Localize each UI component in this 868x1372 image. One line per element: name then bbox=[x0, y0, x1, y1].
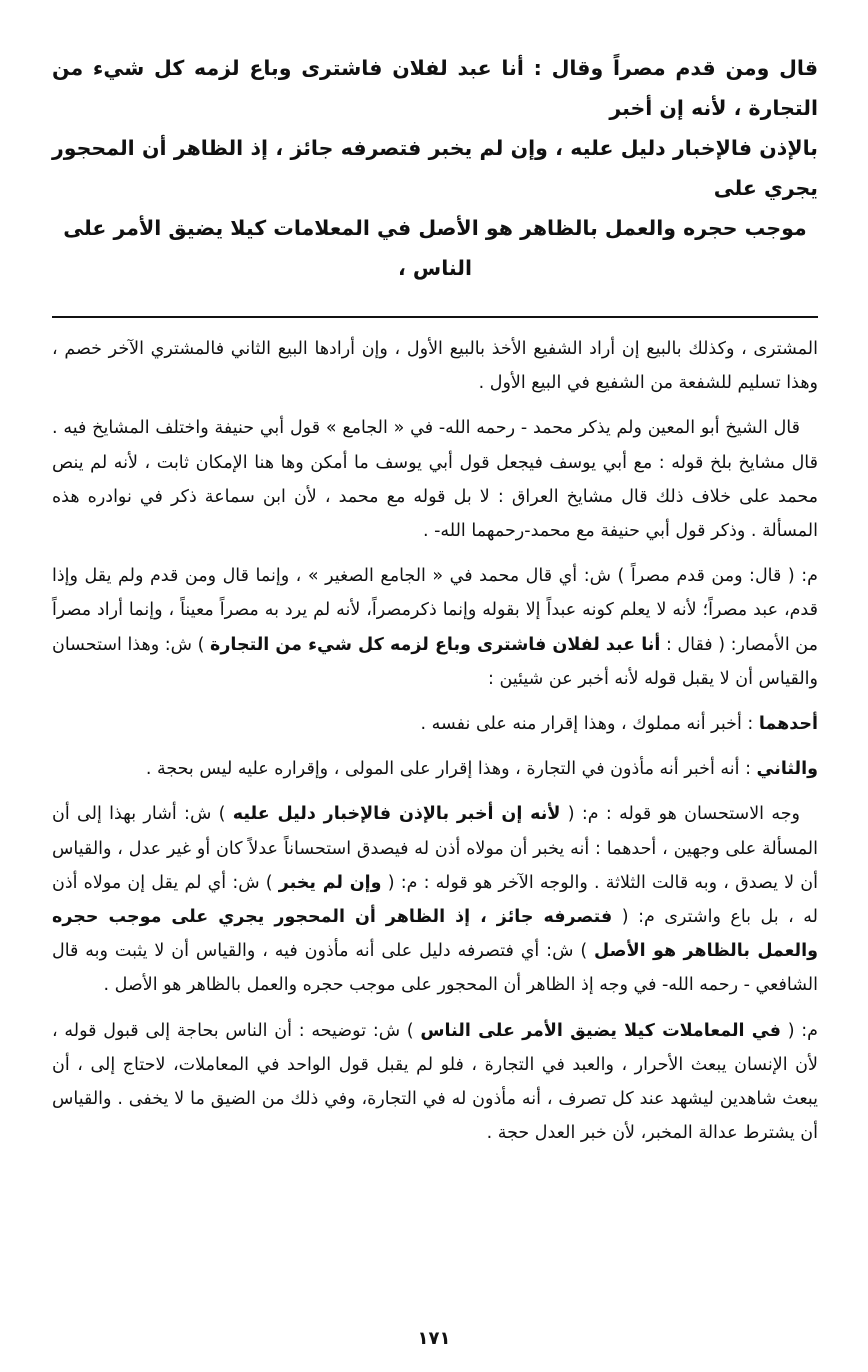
commentary-text: ) ش: توضيحه : أن الناس بحاجة إلى قبول قوله ، لأن الإنسان يبعث الأحرار ، والعبد في التجارة ، فلو لم يقبل قول الواحد في المعاملات، لاحتاج إلى ، أن يبعث شاهدين ليشهد عند كل تصرف ، أنه مأذون له في التجارة، وفي ذلك من الضيق ما لا يخفى . والقياس أن يشترط عدالة المخبر، لأن خبر العدل حجة . bbox=[52, 1020, 818, 1144]
main-text-line-2: بالإذن فالإخبار دليل عليه ، وإن لم يخبر فتصرفه جائز ، إذ الظاهر أن المحجور يجري على bbox=[52, 136, 818, 200]
quoted-matn: وإن لم يخبر bbox=[278, 872, 382, 893]
quoted-matn: أنا عبد لفلان فاشترى وباع لزمه كل شيء من التجارة bbox=[210, 634, 661, 655]
commentary-text: ) ش: أي فتصرفه دليل على أنه مأذون فيه ، والقياس أن لا يثبت وبه قال الشافعي - رحمه الله- في وجه إذ الظاهر أن المحجور على موجب حجره والعمل بالظاهر هو الأصل . bbox=[52, 941, 818, 996]
main-text-block bbox=[52, 48, 818, 288]
commentary-paragraph-6 bbox=[52, 797, 818, 1002]
commentary-text: وجه الاستحسان هو قوله : م: ( bbox=[560, 804, 801, 825]
quoted-matn: لأنه إن أخبر بالإذن فالإخبار دليل عليه bbox=[232, 804, 561, 825]
commentary-text: المشترى ، وكذلك بالبيع إن أراد الشفيع الأخذ بالبيع الأول ، وإن أرادها البيع الثاني فالمشتري الآخر خصم ، وهذا تسليم للشفعة من الشفيع في البيع الأول . bbox=[52, 339, 818, 394]
commentary-paragraph-1 bbox=[52, 332, 818, 400]
commentary-text: م: ( قال: ومن قدم مصراً ) ش: أي قال محمد في « الجامع الصغير » ، وإنما قال ومن قدم ولم يقل وإذا قدم، عبد مصراً؛ لأنه لا يعلم كونه عبداً إلا بقوله وإنما ذكرمصراً، لأنه لم يرد به مصراً معيناً ، وإنما أراد مصراً من الأمصار: ( فقال : bbox=[52, 566, 818, 655]
commentary-paragraph-3 bbox=[52, 559, 818, 696]
commentary-paragraph-4 bbox=[52, 707, 818, 741]
commentary-text: : أخبر أنه مملوك ، وهذا إقرار منه على نفسه . bbox=[420, 714, 759, 735]
quoted-matn: فتصرفه جائز ، إذ الظاهر أن المحجور يجري على موجب حجره والعمل بالظاهر هو الأصل bbox=[52, 907, 818, 962]
commentary-text: : أنه أخبر أنه مأذون في التجارة ، وهذا إقرار على المولى ، وإقراره عليه ليس بحجة . bbox=[145, 759, 757, 780]
commentary-text: ) ش: أي لم يقل إن مولاه أذن له ، بل باع واشترى م: ( bbox=[52, 872, 818, 928]
commentary-paragraph-2 bbox=[52, 411, 818, 548]
separator-rule bbox=[52, 316, 818, 318]
commentary-text: م: ( bbox=[780, 1020, 819, 1041]
main-text-line-1: قال ومن قدم مصراً وقال : أنا عبد لفلان فاشترى وباع لزمه كل شيء من التجارة ، لأنه إن أخبر bbox=[52, 56, 818, 120]
commentary-block bbox=[52, 332, 818, 1150]
commentary-paragraph-7 bbox=[52, 1014, 818, 1151]
commentary-paragraph-5 bbox=[52, 752, 818, 786]
commentary-text: قال الشيخ أبو المعين ولم يذكر محمد - رحمه الله- في « الجامع » قول أبي حنيفة واختلف المشايخ فيه . قال مشايخ بلخ قوله : مع أبي يوسف فيجعل قول أبي يوسف ما أمكن وها هنا الإمكان ثابت ، لأنه لم ينص محمد على خلاف ذلك قال مشايخ العراق : لا بل قوله مع محمد ، لأن ابن سماعة ذكر في نوادره هذه المسألة . وذكر قول أبي حنيفة مع محمد-رحمهما الله- . bbox=[52, 418, 818, 542]
commentary-text: ) ش: أشار بهذا إلى أن المسألة على وجهين ، أحدهما : أنه يخبر أن مولاه أذن له فيصدق استحساناً عدلاً كان أو غير عدل ، والقياس أن لا يصدق ، وبه قالت الثلاثة . والوجه الآخر هو قوله : م: ( bbox=[52, 804, 818, 893]
point-label: والثاني bbox=[756, 759, 818, 780]
point-label: أحدهما bbox=[758, 714, 818, 735]
commentary-text: ) ش: وهذا استحسان والقياس أن لا يقبل قوله لأنه أخبر عن شيئين : bbox=[52, 634, 818, 689]
quoted-matn: في المعاملات كيلا يضيق الأمر على الناس bbox=[420, 1020, 781, 1041]
page-number: ١٧١ bbox=[417, 1328, 451, 1349]
main-text-line-3: موجب حجره والعمل بالظاهر هو الأصل في المعلامات كيلا يضيق الأمر على الناس ، bbox=[63, 216, 807, 280]
